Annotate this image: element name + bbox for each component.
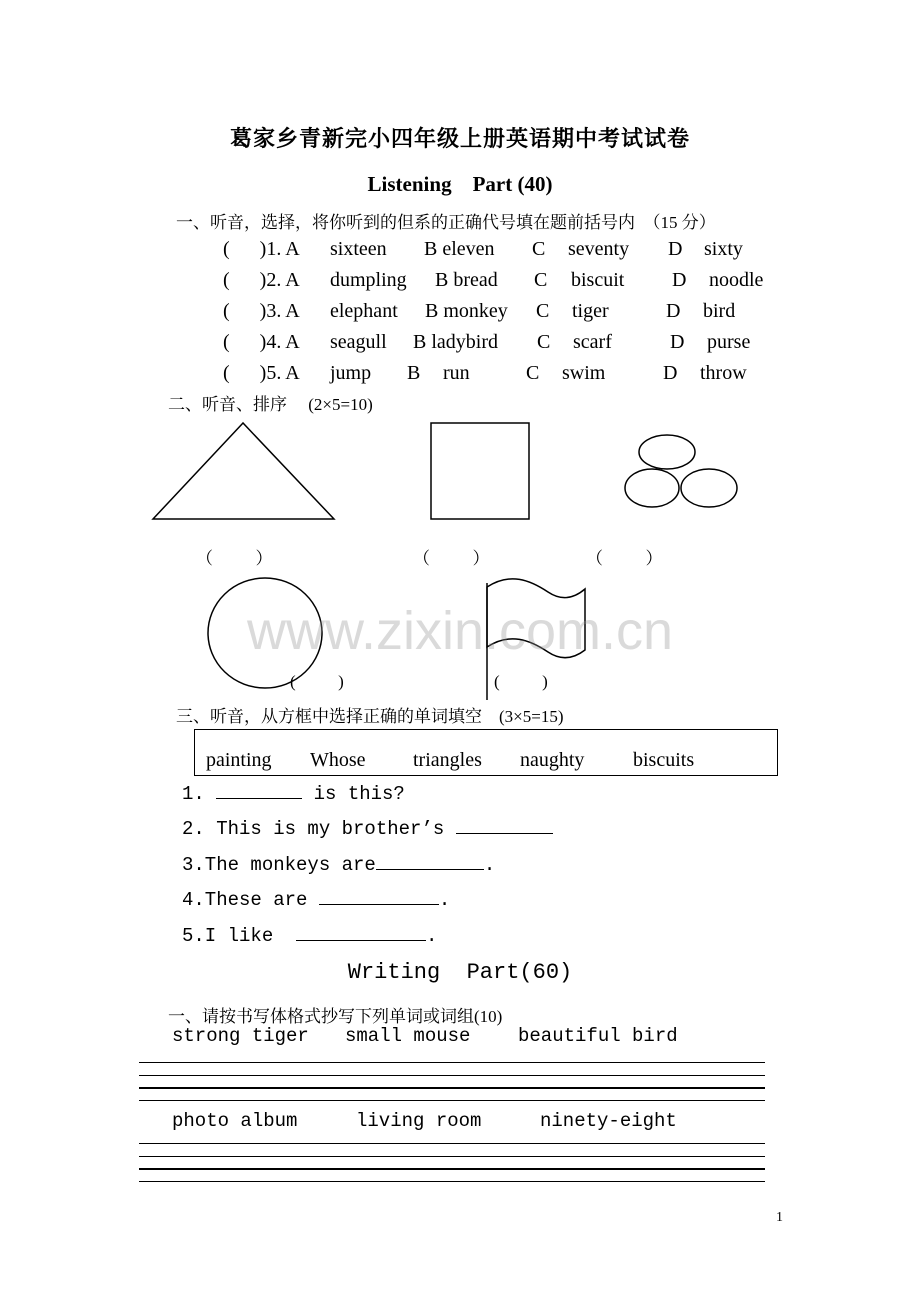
q2-option-d-letter: D <box>672 269 687 291</box>
answer-blank-2[interactable] <box>456 833 553 834</box>
fill-item-4-pre: 4.These are <box>182 889 319 911</box>
q2-paren: ( )2. A <box>223 269 300 291</box>
fill-item-5 <box>182 925 437 947</box>
q3-option-b: B monkey <box>425 300 508 322</box>
page-number: 1 <box>776 1210 783 1225</box>
q3-paren: ( )3. A <box>223 300 300 322</box>
copy-word: photo album <box>172 1110 298 1132</box>
q5-paren: ( )5. A <box>223 362 300 384</box>
answer-blank-4[interactable] <box>319 904 439 905</box>
fill-item-2 <box>182 818 553 840</box>
q5-option-b-letter: B <box>407 362 421 384</box>
page-title: 葛家乡青新完小四年级上册英语期中考试试卷 <box>229 126 690 151</box>
copy-word: living room <box>356 1110 482 1132</box>
q1-option-b: B eleven <box>424 238 495 260</box>
writing-line[interactable] <box>139 1087 765 1089</box>
listening-heading: Listening Part (40) <box>367 172 553 196</box>
q2-option-a: dumpling <box>330 269 407 291</box>
bracket-square: （ ） <box>413 549 490 568</box>
fill-item-3 <box>182 854 495 876</box>
writing-instruction: 一、请按书写体格式抄写下列单词或词组(10) <box>168 1007 503 1026</box>
copy-word: beautiful bird <box>518 1025 678 1047</box>
bracket-ovals: （ ） <box>586 549 663 568</box>
writing-line[interactable] <box>139 1100 765 1101</box>
q4-paren: ( )4. A <box>223 331 300 353</box>
writing-line[interactable] <box>139 1168 765 1170</box>
copy-word: strong tiger <box>172 1025 309 1047</box>
q1-option-d: sixty <box>704 238 743 260</box>
q3-option-c-letter: C <box>536 300 550 322</box>
q3-option-d-letter: D <box>666 300 681 322</box>
section3-instruction: 三、听音，从方框中选择正确的单词填空 (3×5=15) <box>176 707 564 726</box>
fill-item-4 <box>182 889 450 911</box>
q4-option-b: B ladybird <box>413 331 498 353</box>
q5-option-c-letter: C <box>526 362 540 384</box>
q2-option-c-letter: C <box>534 269 548 291</box>
bracket-triangle: （ ） <box>196 549 273 568</box>
q2-option-c: biscuit <box>571 269 625 291</box>
fill-item-5-post: . <box>426 925 438 947</box>
copy-word: small mouse <box>345 1025 471 1047</box>
writing-line[interactable] <box>139 1156 765 1157</box>
q5-option-d: throw <box>700 362 747 384</box>
writing-heading: Writing Part(60) <box>347 960 573 985</box>
fill-item-5-pre: 5.I like <box>182 925 297 947</box>
writing-line[interactable] <box>139 1181 765 1182</box>
fill-item-2-pre: 2. This is my brother’s <box>182 818 456 840</box>
q1-option-c: seventy <box>568 238 630 260</box>
oval-left-shape <box>625 469 679 507</box>
oval-top-shape <box>639 435 695 469</box>
word-box-item: Whose <box>310 749 366 771</box>
answer-blank-5[interactable] <box>296 940 426 941</box>
q4-option-d-letter: D <box>670 331 685 353</box>
q5-option-d-letter: D <box>663 362 678 384</box>
q1-paren: ( )1. A <box>223 238 300 260</box>
word-box-item: painting <box>206 749 272 771</box>
q4-option-d: purse <box>707 331 751 353</box>
writing-line[interactable] <box>139 1062 765 1063</box>
q5-option-a: jump <box>330 362 372 384</box>
answer-blank-1[interactable] <box>216 798 302 799</box>
q5-option-b: run <box>443 362 470 384</box>
q3-option-a: elephant <box>330 300 398 322</box>
answer-blank-3[interactable] <box>376 869 484 870</box>
fill-item-3-post: . <box>483 854 496 876</box>
q4-option-a: seagull <box>330 331 387 353</box>
triangle-shape <box>153 423 334 519</box>
word-box-item: biscuits <box>633 749 695 771</box>
word-box-item: triangles <box>413 749 482 771</box>
fill-item-1-post: is this? <box>302 783 405 805</box>
square-shape <box>431 423 529 519</box>
bracket-flag: ( ) <box>494 672 548 691</box>
q4-option-c: scarf <box>573 331 612 353</box>
section2-instruction: 二、听音、排序 (2×5=10) <box>168 395 373 414</box>
fill-item-1-pre: 1. <box>182 783 217 805</box>
word-box-item: naughty <box>520 749 585 771</box>
oval-right-shape <box>681 469 737 507</box>
section1-instruction: 一、听音，选择，将你听到的但系的正确代号填在题前括号内 （15 分） <box>176 213 716 232</box>
q4-option-c-letter: C <box>537 331 551 353</box>
q3-option-d: bird <box>703 300 736 322</box>
q1-option-a: sixteen <box>330 238 387 260</box>
bracket-circle: ( ) <box>290 672 344 691</box>
q3-option-c: tiger <box>572 300 609 322</box>
writing-line[interactable] <box>139 1075 765 1076</box>
watermark: www.zixin.com.cn <box>246 601 674 661</box>
fill-item-3-pre: 3.The monkeys are <box>182 854 376 876</box>
fill-item-4-post: . <box>438 889 451 911</box>
q1-option-c-letter: C <box>532 238 546 260</box>
q5-option-c: swim <box>562 362 606 384</box>
q2-option-d: noodle <box>709 269 764 291</box>
q2-option-b: B bread <box>435 269 498 291</box>
q1-option-d-letter: D <box>668 238 683 260</box>
word-box <box>194 729 778 776</box>
fill-item-1 <box>182 783 405 805</box>
writing-line[interactable] <box>139 1143 765 1144</box>
copy-word: ninety-eight <box>540 1110 677 1132</box>
